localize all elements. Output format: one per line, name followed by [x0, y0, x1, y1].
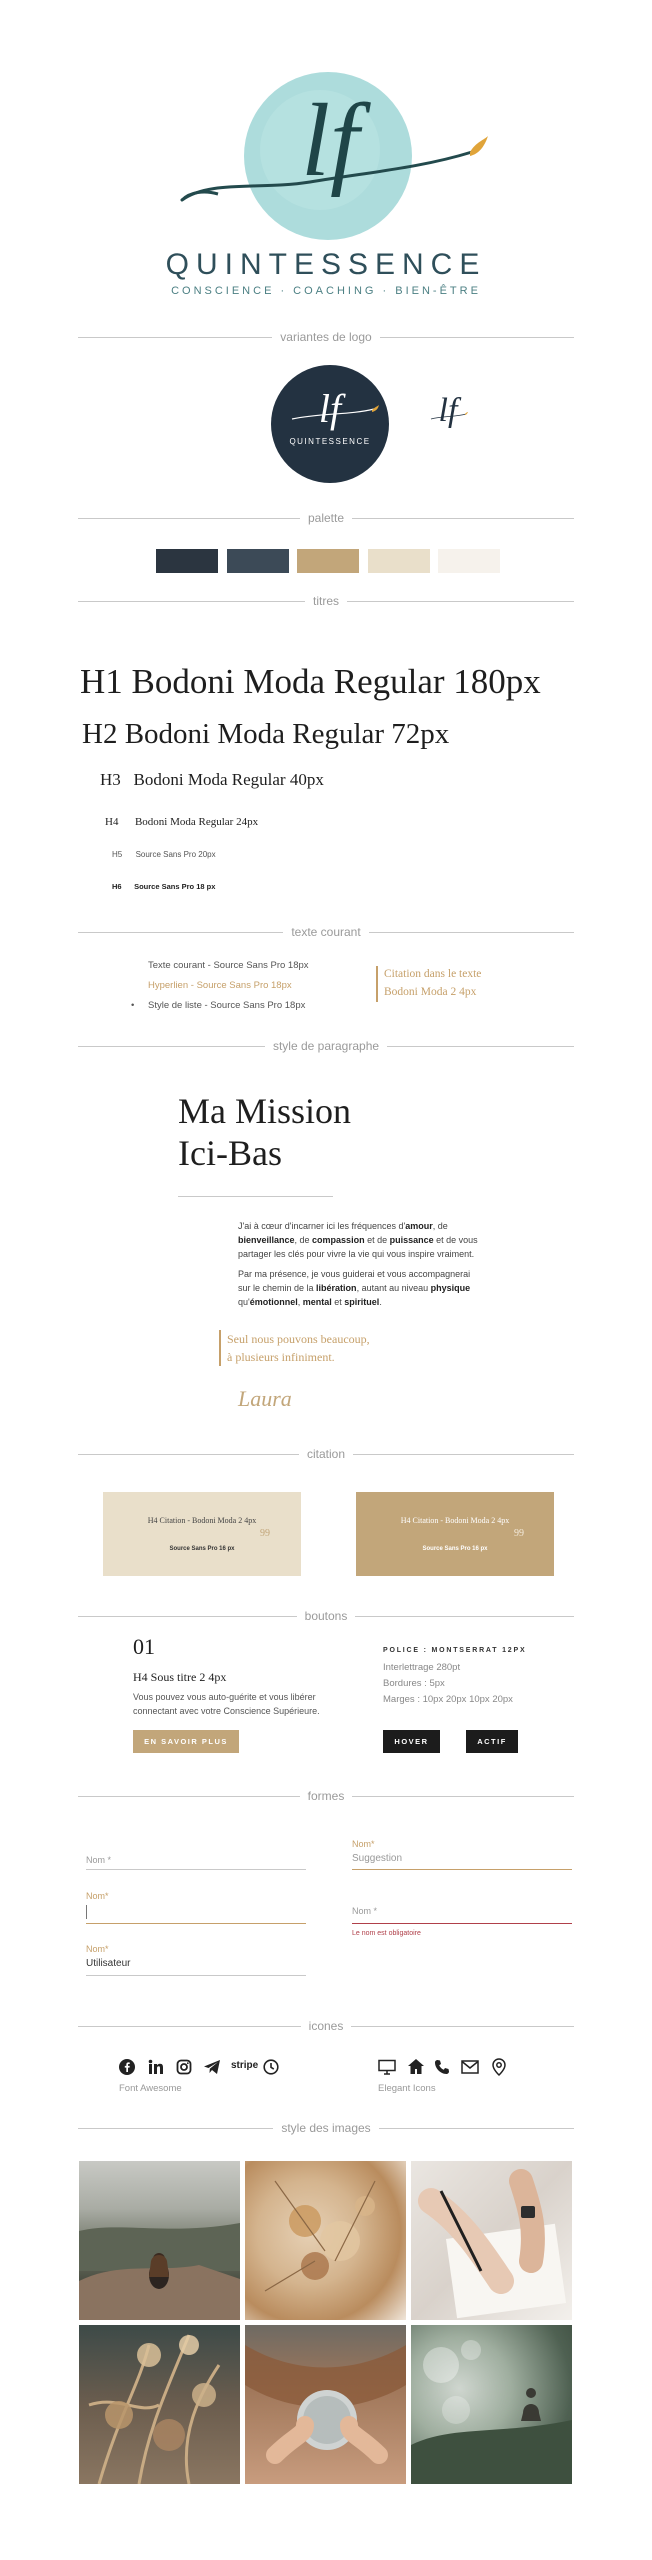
paragraph-title-line2: Ici-Bas	[178, 1133, 282, 1173]
image-hands-holding-bowl	[245, 2325, 406, 2484]
button-block-subtitle: H4 Sous titre 2 4px	[133, 1670, 227, 1684]
active-state-button[interactable]: ACTIF	[466, 1730, 518, 1753]
inline-quote-bar	[376, 966, 378, 1002]
body-text-sample: Texte courant - Source Sans Pro 18px	[148, 960, 309, 971]
section-label: citation	[306, 1447, 346, 1461]
button-margin-spec: Marges : 10px 20px 10px 20px	[383, 1694, 513, 1705]
image-dried-flowers	[245, 2161, 406, 2320]
form-field-5-input[interactable]	[352, 1923, 572, 1924]
paragraph-quote-line2: à plusieurs infiniment.	[227, 1350, 335, 1364]
button-block-desc-2: connectant avec votre Conscience Supérieure.	[133, 1706, 320, 1716]
form-field-1-input[interactable]	[86, 1869, 306, 1870]
citation-card-light-sub: Source Sans Pro 16 px	[169, 1546, 235, 1552]
logo-variant-swoosh	[290, 405, 380, 425]
logo-monogram: lf	[301, 83, 359, 198]
logo-leaf	[470, 136, 488, 156]
image-statue-bokeh	[411, 2325, 572, 2484]
paragraph-title-line1: Ma Mission	[178, 1091, 352, 1131]
section-divider-citation	[78, 1447, 574, 1461]
image-dried-bouquet	[79, 2325, 240, 2484]
section-label: palette	[307, 511, 345, 525]
linkedin-icon[interactable]	[148, 2059, 164, 2075]
form-field-2-input[interactable]	[86, 1923, 306, 1924]
signature: Laura	[238, 1386, 292, 1411]
logo-variant-circle-monogram: lf	[318, 386, 342, 431]
telegram-icon[interactable]	[203, 2059, 221, 2075]
section-divider-palette	[78, 511, 574, 525]
heading-h3-sample: H3 Bodoni Moda Regular 40px	[100, 770, 324, 789]
palette-swatch-2	[227, 549, 289, 573]
paragraph-title-rule	[178, 1196, 333, 1197]
palette-swatch-1	[156, 549, 218, 573]
logo-wordmark: QUINTESSENCE	[165, 248, 487, 281]
logo-variant-circle-wordmark: QUINTESSENCE	[289, 437, 371, 446]
form-field-1-label: Nom *	[86, 1855, 112, 1865]
section-divider-buttons	[78, 1609, 574, 1623]
form-field-4-label: Nom*	[352, 1839, 375, 1849]
form-field-3-label: Nom*	[86, 1944, 109, 1954]
section-divider-icons	[78, 2019, 574, 2033]
clock-icon[interactable]	[263, 2059, 279, 2075]
inline-quote-line2: Bodoni Moda 2 4px	[384, 986, 477, 998]
citation-card-gold-sub: Source Sans Pro 16 px	[422, 1546, 488, 1552]
logo-variant-mini: lf	[438, 392, 458, 429]
citation-card-light	[103, 1492, 301, 1576]
button-font-title: POLICE : MONTSERRAT 12PX	[383, 1647, 527, 1654]
palette-swatch-3	[297, 549, 359, 573]
section-label: titres	[313, 594, 340, 608]
button-spacing-spec: Interlettrage 280pt	[383, 1662, 461, 1673]
section-label: style des images	[281, 2121, 371, 2135]
section-label: formes	[307, 1789, 345, 1803]
image-hands-writing	[411, 2161, 572, 2320]
paragraph-text-2: Par ma présence, je vous guiderai et vous accompagnerai sur le chemin de la libération, autant au niveau physique qu'émotionnel, mental et spirituel.	[238, 1269, 471, 1307]
section-label: variantes de logo	[280, 330, 372, 344]
palette-swatch-4	[368, 549, 430, 573]
section-divider-body-text	[78, 925, 574, 939]
button-block-number: 01	[133, 1634, 155, 1659]
citation-card-gold-quote-mark: 99	[514, 1528, 524, 1539]
section-divider-logo-variants	[78, 330, 574, 344]
form-field-5-error: Le nom est obligatoire	[352, 1930, 421, 1937]
icons-left-caption: Font Awesome	[119, 2083, 182, 2094]
citation-card-gold	[356, 1492, 554, 1576]
learn-more-button[interactable]: EN SAVOIR PLUS	[133, 1730, 239, 1753]
section-divider-paragraph	[78, 1039, 574, 1053]
citation-card-gold-title: H4 Citation - Bodoni Moda 2 4px	[400, 1516, 510, 1525]
form-field-2-label: Nom*	[86, 1891, 109, 1901]
section-label: texte courant	[291, 925, 361, 939]
facebook-icon[interactable]	[119, 2059, 135, 2075]
logo-variant-mini-swoosh	[430, 412, 468, 422]
form-field-3-value[interactable]: Utilisateur	[86, 1958, 131, 1969]
heading-h6-sample: H6 Source Sans Pro 18 px	[112, 882, 216, 891]
palette-swatch-5	[438, 549, 500, 573]
inline-quote-line1: Citation dans le texte	[384, 968, 482, 980]
heading-h1-sample: H1 Bodoni Moda Regular 180px	[80, 662, 541, 701]
paragraph-text-1: J'ai à cœur d'incarner ici les fréquences d'amour, de bienveillance, de compassion et de puissance et de vous partager les clés pour vivre la vie qui vous inspire vraiment.	[238, 1221, 478, 1259]
list-style-sample: Style de liste - Source Sans Pro 18px	[148, 1000, 306, 1011]
instagram-icon[interactable]	[176, 2059, 192, 2075]
form-field-4-value[interactable]: Suggestion	[352, 1853, 403, 1864]
icons-right-caption: Elegant Icons	[378, 2083, 436, 2094]
phone-icon[interactable]	[434, 2059, 450, 2075]
monitor-icon[interactable]	[378, 2059, 396, 2075]
citation-card-light-quote-mark: 99	[260, 1528, 270, 1539]
section-label: boutons	[304, 1609, 348, 1623]
location-icon[interactable]	[492, 2058, 506, 2076]
heading-h5-sample: H5 Source Sans Pro 20px	[112, 850, 216, 859]
button-block-desc-1: Vous pouvez vous auto-guérite et vous libérer	[133, 1692, 316, 1702]
heading-h4-sample: H4 Bodoni Moda Regular 24px	[105, 816, 259, 828]
section-divider-forms	[78, 1789, 574, 1803]
paragraph-quote-bar	[219, 1330, 221, 1366]
citation-card-light-title: H4 Citation - Bodoni Moda 2 4px	[147, 1516, 257, 1525]
hyperlink-sample[interactable]: Hyperlien - Source Sans Pro 18px	[148, 980, 292, 991]
form-field-5-label: Nom *	[352, 1906, 378, 1916]
hover-state-button[interactable]: HOVER	[383, 1730, 440, 1753]
mail-icon[interactable]	[461, 2060, 479, 2074]
stripe-icon[interactable]: stripe	[231, 2060, 259, 2071]
section-label: style de paragraphe	[272, 1039, 380, 1053]
section-label: icones	[308, 2019, 344, 2033]
image-woman-on-cliff	[79, 2161, 240, 2320]
button-border-spec: Bordures : 5px	[383, 1678, 445, 1689]
section-divider-images	[78, 2121, 574, 2135]
logo-tagline: CONSCIENCE · COACHING · BIEN-ÊTRE	[171, 285, 481, 297]
list-bullet: •	[131, 1000, 135, 1011]
section-divider-titles	[78, 594, 574, 608]
heading-h2-sample: H2 Bodoni Moda Regular 72px	[82, 718, 450, 750]
home-icon[interactable]	[407, 2058, 425, 2075]
form-field-3-line	[86, 1975, 306, 1976]
form-field-2-cursor	[86, 1905, 87, 1919]
form-field-4-line	[352, 1869, 572, 1870]
paragraph-quote-line1: Seul nous pouvons beaucoup,	[227, 1332, 370, 1346]
